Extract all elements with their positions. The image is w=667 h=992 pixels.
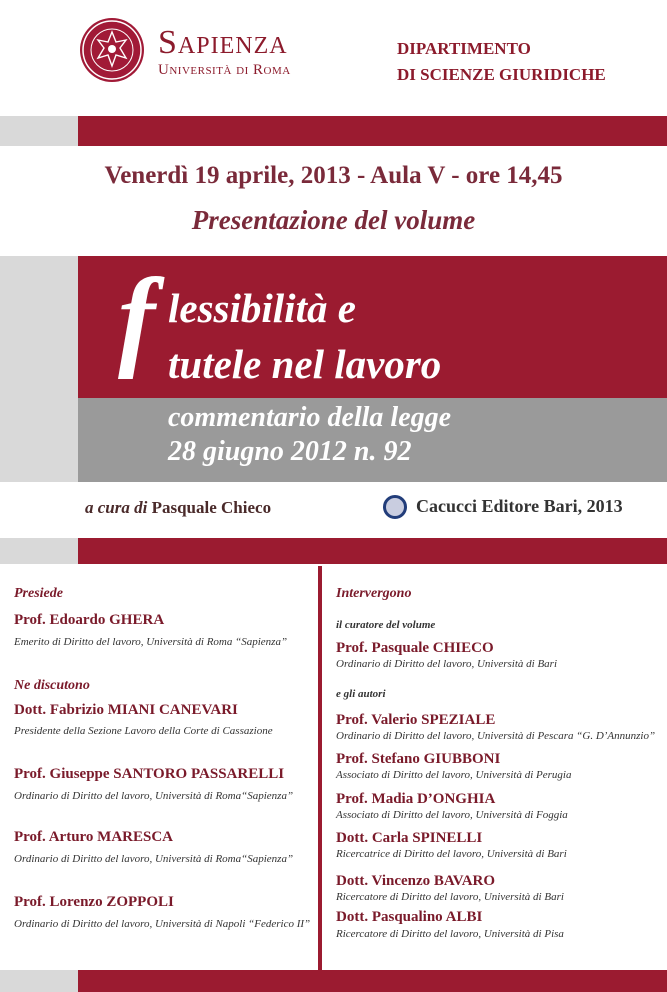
gray-bar-bottom	[0, 970, 78, 992]
discussant-name: Prof. Lorenzo ZOPPOLI	[14, 894, 174, 910]
discussant-name: Prof. Arturo MARESCA	[14, 829, 174, 845]
wine-bar-bottom	[78, 970, 667, 992]
presiede-label: Presiede	[14, 586, 63, 601]
publisher-logo-icon	[383, 495, 407, 519]
presiede-name: Prof. Edoardo GHERA	[14, 612, 165, 628]
gray-bar-top	[0, 116, 78, 146]
gray-side-bar	[0, 256, 78, 482]
discussant-role: Ordinario di Diritto del lavoro, Università di Roma“Sapienza”	[14, 790, 294, 802]
presiede-role: Emerito di Diritto del lavoro, Università di Roma “Sapienza”	[14, 636, 288, 648]
presentation-heading: Presentazione del volume	[191, 205, 476, 235]
curator-name: Pasquale Chieco	[151, 498, 272, 517]
author-name: Dott. Vincenzo BAVARO	[336, 873, 496, 889]
author-role: Ricercatore di Diritto del lavoro, Università di Pisa	[336, 928, 564, 940]
discutono-label: Ne discutono	[14, 678, 90, 693]
wine-bar-top	[78, 116, 667, 146]
column-divider	[318, 566, 322, 970]
event-date-line: Venerdì 19 aprile, 2013 - Aula V - ore 14,45	[104, 162, 563, 189]
author-role: Ordinario di Diritto del lavoro, Università di Pescara “G. D’Annunzio”	[336, 730, 656, 742]
department-line-2: DI SCIENZE GIURIDICHE	[397, 65, 606, 84]
author-name: Prof. Stefano GIUBBONI	[336, 751, 501, 767]
book-title-line-2: tutele nel lavoro	[168, 341, 442, 387]
discussant-role: Ordinario di Diritto del lavoro, Università di Roma“Sapienza”	[14, 853, 294, 865]
author-role: Associato di Diritto del lavoro, Università di Perugia	[336, 769, 572, 781]
wine-bar-middle	[78, 538, 667, 564]
discussant-name: Dott. Fabrizio MIANI CANEVARI	[14, 702, 238, 718]
book-subtitle-line-1: commentario della legge	[168, 402, 452, 433]
discussant-role: Presidente della Sezione Lavoro della Corte di Cassazione	[14, 725, 273, 737]
intervengono-label: Intervergono	[336, 586, 412, 601]
department-line-1: DIPARTIMENTO	[397, 39, 531, 58]
department-name	[397, 36, 606, 88]
discussant-name: Prof. Giuseppe SANTORO PASSARELLI	[14, 766, 285, 782]
curator-prefix: a cura di	[85, 498, 148, 517]
autori-label: e gli autori	[336, 688, 386, 700]
sapienza-seal-logo	[80, 18, 144, 82]
university-subtitle: Università di Roma	[158, 62, 291, 78]
author-name: Dott. Carla SPINELLI	[336, 830, 483, 846]
author-role: Ricercatore di Diritto del lavoro, Università di Bari	[336, 891, 564, 903]
book-title-line-1: lessibilità e	[168, 285, 356, 331]
curatore-role: Ordinario di Diritto del lavoro, Università di Bari	[336, 658, 558, 670]
curatore-name: Prof. Pasquale CHIECO	[336, 640, 494, 656]
university-name: Sapienza	[158, 24, 288, 61]
discussant-role: Ordinario di Diritto del lavoro, Università di Napoli “Federico II”	[14, 918, 311, 930]
author-name: Prof. Valerio SPEZIALE	[336, 712, 496, 728]
book-subtitle-line-2: 28 giugno 2012 n. 92	[168, 436, 412, 467]
publisher: Cacucci Editore Bari, 2013	[416, 496, 623, 516]
author-name: Prof. Madia D’ONGHIA	[336, 791, 496, 807]
author-role: Ricercatrice di Diritto del lavoro, Università di Bari	[336, 848, 567, 860]
curator-line	[85, 498, 271, 518]
author-role: Associato di Diritto del lavoro, Università di Foggia	[336, 809, 568, 821]
gray-bar-middle	[0, 538, 78, 564]
author-name: Dott. Pasqualino ALBI	[336, 909, 483, 925]
curatore-label: il curatore del volume	[336, 619, 436, 631]
title-initial: f	[118, 256, 156, 380]
